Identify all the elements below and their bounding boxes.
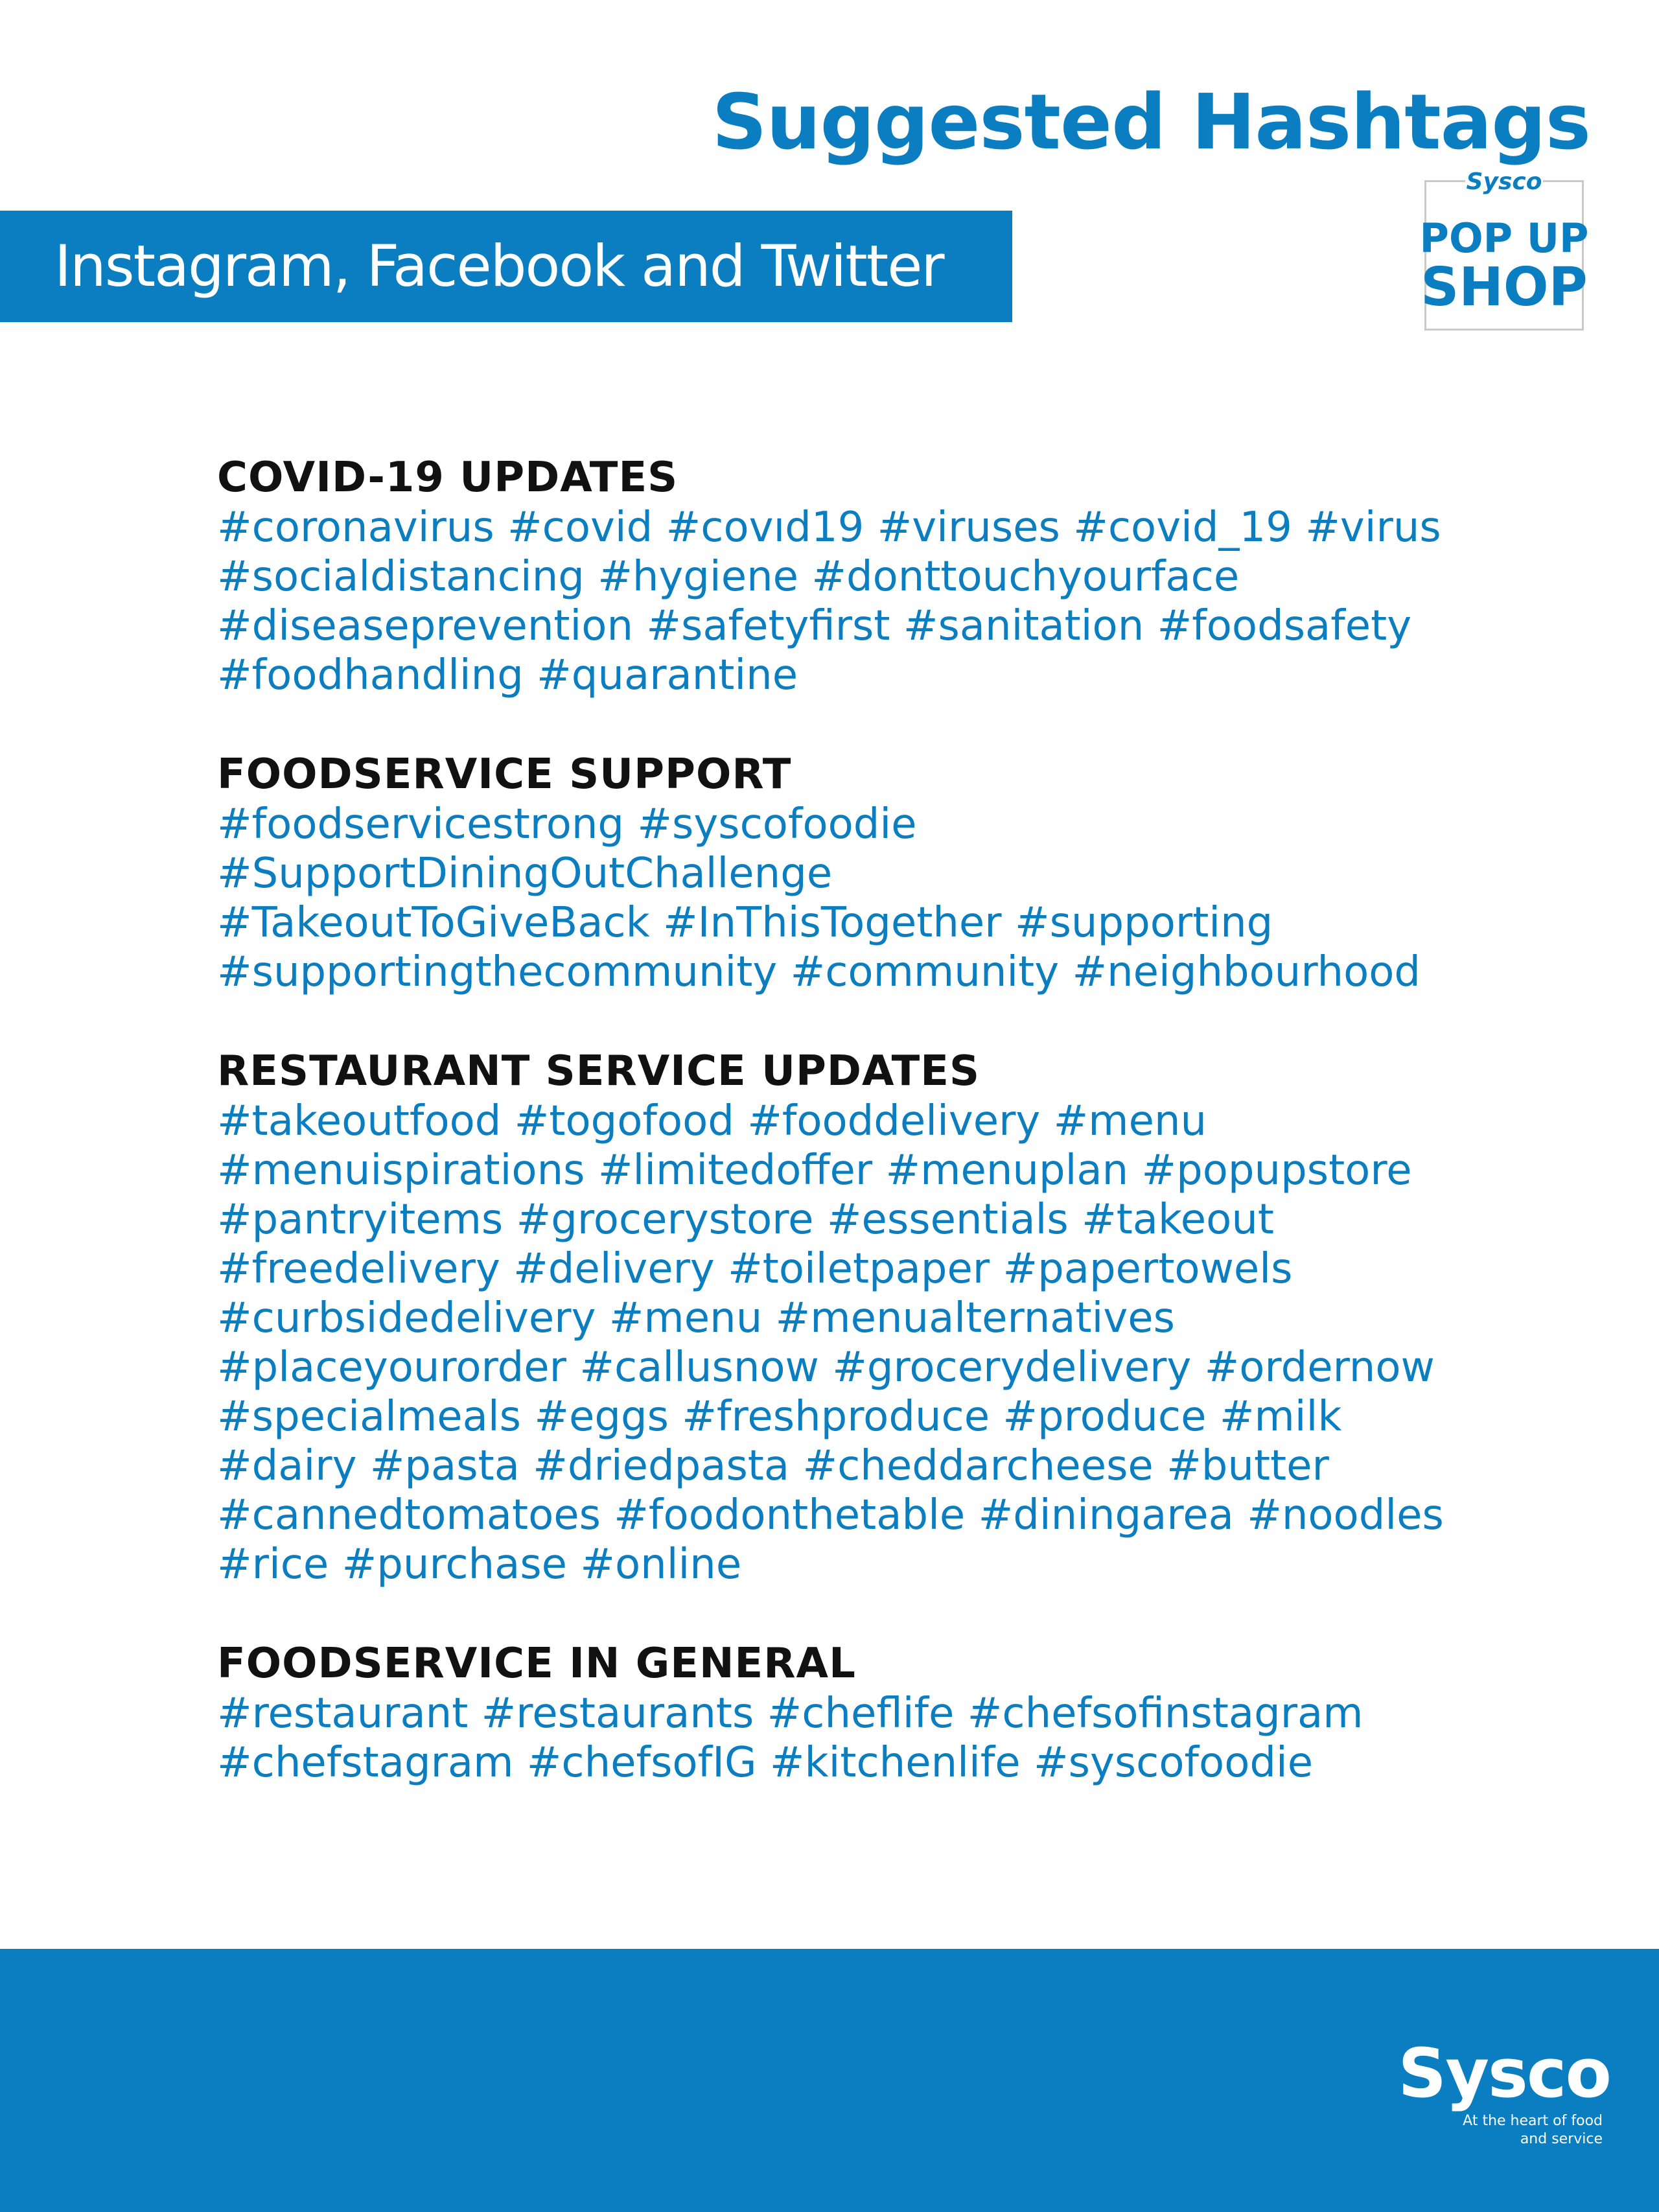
hashtag-content bbox=[217, 452, 1610, 1837]
hashtag-line: #dairy #pasta #driedpasta #cheddarcheese #butter bbox=[217, 1442, 1329, 1490]
popup-logo-brand: Sysco bbox=[1466, 169, 1542, 195]
section-covid-updates bbox=[217, 452, 1610, 700]
hashtag-line: #TakeoutToGiveBack #InThisTogether #supporting bbox=[217, 899, 1273, 947]
hashtag-line: #rice #purchase #online bbox=[217, 1541, 742, 1589]
hashtag-line: #coronavirus #covid #covıd19 #viruses #covid_19 #virus bbox=[217, 504, 1441, 552]
section-heading: RESTAURANT SERVICE UPDATES bbox=[217, 1047, 980, 1095]
hashtag-line: #takeoutfood #togofood #fooddelivery #menu bbox=[217, 1097, 1207, 1145]
hashtag-line: #chefstagram #chefsofIG #kitchenlife #syscofoodie bbox=[217, 1739, 1314, 1787]
section-heading: FOODSERVICE SUPPORT bbox=[217, 751, 792, 798]
hashtag-line: #curbsidedelivery #menu #menualternatives bbox=[217, 1294, 1175, 1342]
sysco-logo-tagline: At the heart of food and service bbox=[1463, 2113, 1603, 2147]
section-heading: COVID-19 UPDATES bbox=[217, 454, 679, 502]
page-title: Suggested Hashtags bbox=[712, 77, 1590, 167]
banner-text: Instagram, Facebook and Twitter bbox=[54, 233, 944, 299]
pop-up-shop-logo bbox=[1419, 169, 1589, 331]
popup-logo-line1: POP UP bbox=[1419, 215, 1589, 262]
hashtag-line: #diseaseprevention #safetyfirst #sanitation #foodsafety bbox=[217, 602, 1412, 650]
footer-bar bbox=[0, 1949, 1659, 2212]
hashtag-line: #freedelivery #delivery #toiletpaper #papertowels bbox=[217, 1245, 1293, 1293]
section-restaurant-service-updates bbox=[217, 1046, 1610, 1589]
popup-logo-line2: SHOP bbox=[1421, 257, 1588, 318]
hashtag-line: #menuispirations #limitedoffer #menuplan #popupstore bbox=[217, 1147, 1412, 1194]
section-heading: FOODSERVICE IN GENERAL bbox=[217, 1640, 856, 1688]
hashtag-line: #pantryitems #grocerystore #essentials #takeout bbox=[217, 1196, 1274, 1244]
hashtag-line: #restaurant #restaurants #cheflife #chefsofinstagram bbox=[217, 1690, 1363, 1738]
hashtag-line: #specialmeals #eggs #freshproduce #produce #milk bbox=[217, 1393, 1342, 1441]
hashtag-line: #cannedtomatoes #foodonthetable #diningarea #noodles bbox=[217, 1491, 1444, 1539]
hashtag-line: #SupportDiningOutChallenge bbox=[217, 850, 833, 898]
section-foodservice-in-general bbox=[217, 1638, 1610, 1787]
hashtag-line: #foodhandling #quarantine bbox=[217, 651, 798, 699]
platform-banner bbox=[0, 211, 1012, 322]
hashtag-line: #supportingthecommunity #community #neighbourhood bbox=[217, 948, 1421, 996]
sysco-logo-wordmark: Sysco bbox=[1398, 2034, 1610, 2113]
sysco-logo bbox=[1397, 2036, 1610, 2152]
hashtag-line: #placeyourorder #callusnow #grocerydelivery #ordernow bbox=[217, 1344, 1435, 1391]
hashtag-line: #foodservicestrong #syscofoodie bbox=[217, 800, 917, 848]
hashtag-line: #socialdistancing #hygiene #donttouchyourface bbox=[217, 553, 1240, 601]
section-foodservice-support bbox=[217, 749, 1610, 997]
